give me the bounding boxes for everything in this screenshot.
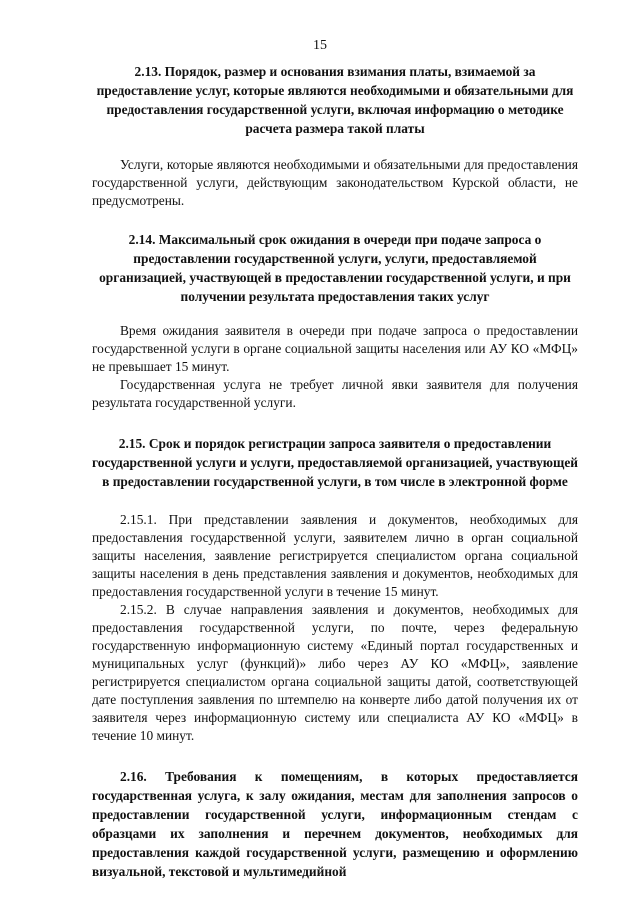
section-2-16-heading: 2.16. Требования к помещениям, в которых предоставляется государственная услуга, к залу ожидания, местам для заполнения запросов о предоставлении государственной услуги, информационным стендам с образцами их заполнения и перечнем документов, необходимых для предоставления каждой государственной услуги, размещению и оформлению визуальной, текстовой и мультимедийной bbox=[92, 769, 578, 879]
section-2-16 bbox=[92, 767, 578, 881]
section-2-14-paragraph-1: Время ожидания заявителя в очереди при подаче запроса о предоставлении государственной услуги в органе социальной защиты населения или АУ КО «МФЦ» не превышает 15 минут. bbox=[92, 323, 578, 374]
section-2-14-paragraph-2: Государственная услуга не требует личной явки заявителя для получения результата государственной услуги. bbox=[92, 377, 578, 410]
section-2-15-paragraph-1: 2.15.1. При представлении заявления и документов, необходимых для предоставления государственной услуги, заявителем лично в орган социальной защиты населения, заявление регистрируется специалистом органа социальной защиты населения в день представления заявления и документов, необходимых для предоставления государственной услуги в течение 15 минут. bbox=[92, 512, 578, 599]
section-2-14 bbox=[92, 230, 578, 412]
section-2-13-heading: 2.13. Порядок, размер и основания взимания платы, взимаемой за предоставление услуг, которые являются необходимыми и обязательными для предоставления государственной услуги, включая информацию о методике расчета размера такой платы bbox=[96, 64, 574, 136]
section-2-15-paragraph-2: 2.15.2. В случае направления заявления и документов, необходимых для предоставления государственной услуги, по почте, через федеральную государственную информационную систему «Единый портал государственных и муниципальных услуг (функций)» либо через АУ КО «МФЦ», заявление регистрируется специалистом органа социальной защиты датой, соответствующей дате поступления заявления по штемпелю на конверте либо датой получения их от заявителя через информационную систему или специалиста АУ КО «МФЦ» в течение 10 минут. bbox=[92, 602, 578, 743]
section-2-15 bbox=[92, 434, 578, 745]
section-2-13-paragraph-1: Услуги, которые являются необходимыми и обязательными для предоставления государственной услуги, действующим законодательством Курской области, не предусмотрены. bbox=[92, 157, 578, 208]
section-2-15-heading: 2.15. Срок и порядок регистрации запроса заявителя о предоставлении государственной услуги и услуги, предоставляемой организацией, участвующей в предоставлении государственной услуги, в том числе в электронной форме bbox=[92, 436, 579, 489]
page-number: 15 bbox=[313, 38, 327, 53]
section-2-13 bbox=[92, 62, 578, 210]
section-2-14-heading: 2.14. Максимальный срок ожидания в очереди при подаче запроса о предоставлении государственной услуги, услуги, предоставляемой организацией, участвующей в предоставлении государственной услуги, и при получении результата предоставления таких услуг bbox=[99, 232, 571, 304]
page-content bbox=[92, 62, 578, 881]
